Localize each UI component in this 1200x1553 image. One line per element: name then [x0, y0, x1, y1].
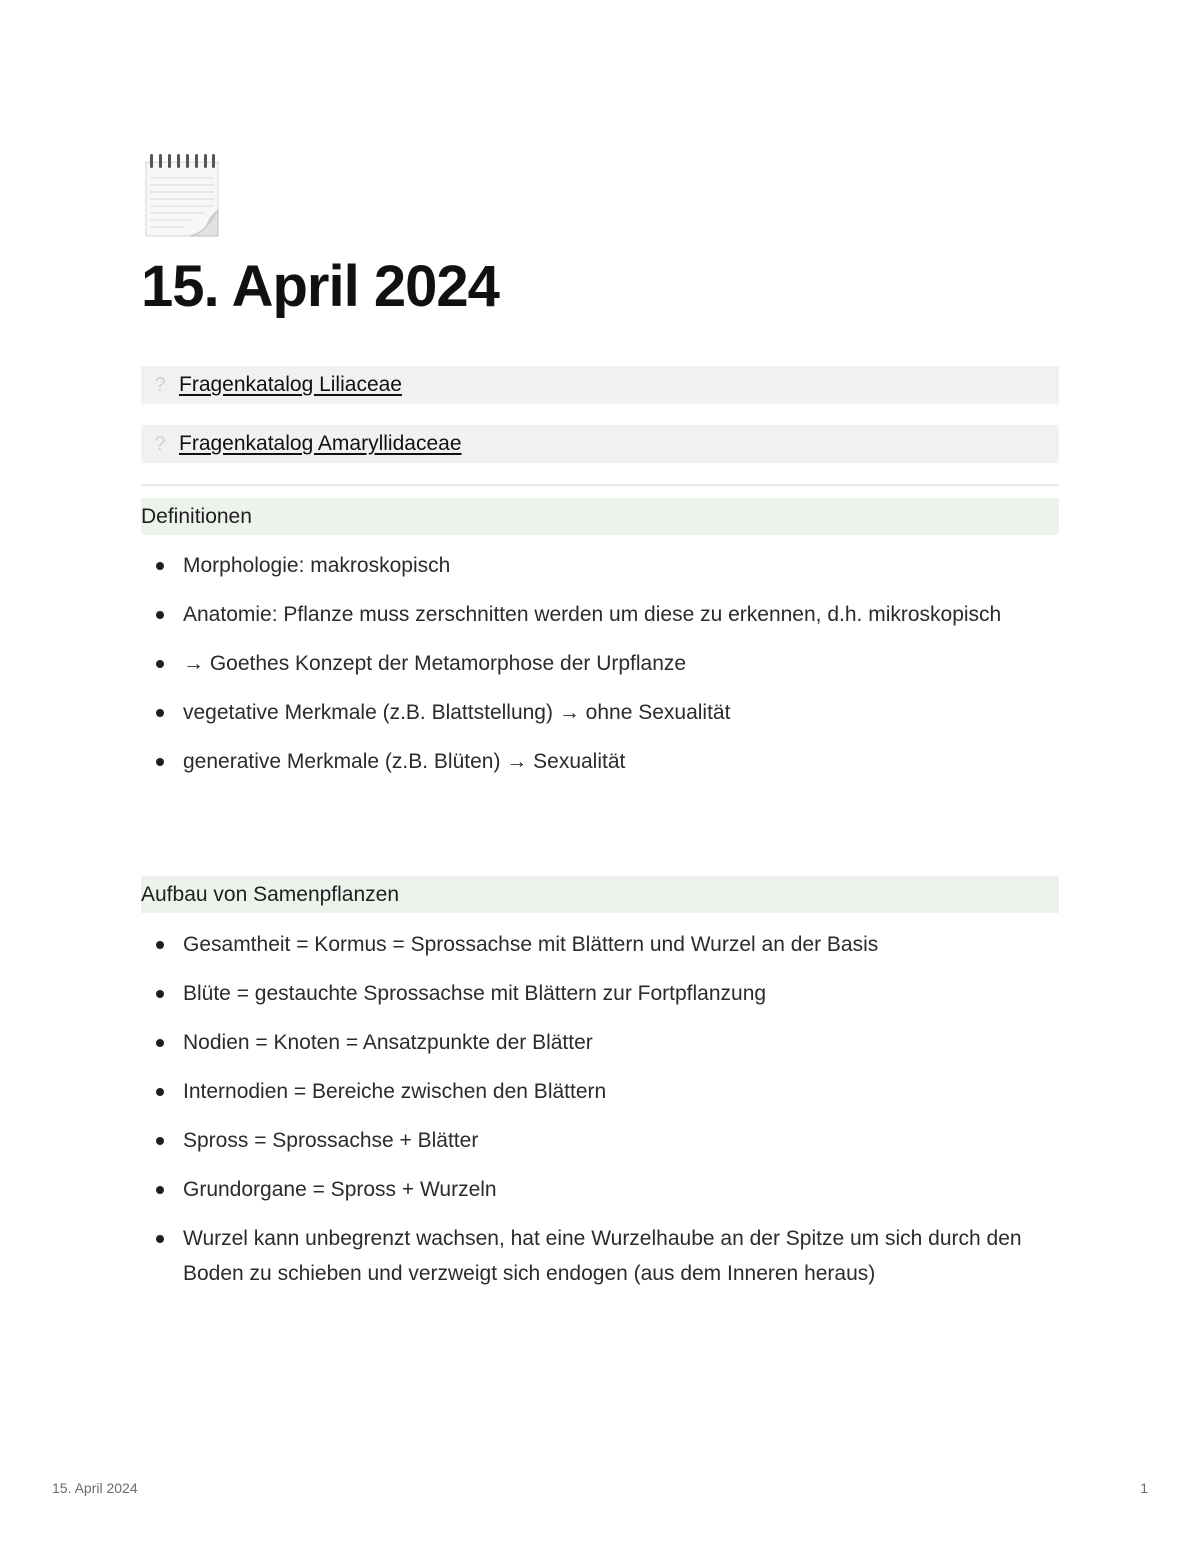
bullet-icon	[156, 1137, 164, 1145]
bullet-icon	[156, 990, 164, 998]
page-link-label[interactable]: Fragenkatalog Amaryllidaceae	[179, 432, 462, 455]
list-item: → Goethes Konzept der Metamorphose der Urpflanze	[141, 646, 1041, 681]
question-mark-icon: ?	[154, 373, 166, 396]
bullet-icon	[156, 1088, 164, 1096]
bullet-icon	[156, 611, 164, 619]
page-title: 15. April 2024	[141, 254, 499, 319]
bullet-list-definitionen	[141, 548, 1041, 793]
bullet-icon	[156, 1186, 164, 1194]
question-mark-icon: ?	[154, 432, 166, 455]
bullet-list-aufbau	[141, 927, 1041, 1305]
bullet-icon	[156, 1235, 164, 1243]
bullet-icon	[156, 562, 164, 570]
bullet-icon	[156, 758, 164, 766]
notepad-icon	[144, 152, 220, 238]
divider	[141, 484, 1059, 486]
page-link-label[interactable]: Fragenkatalog Liliaceae	[179, 373, 402, 396]
page-number: 1	[1140, 1480, 1148, 1496]
list-item: Nodien = Knoten = Ansatzpunkte der Blätter	[141, 1025, 1041, 1060]
bullet-icon	[156, 1039, 164, 1047]
bullet-icon	[156, 941, 164, 949]
page-link-liliaceae[interactable]	[141, 366, 1059, 404]
list-item: Wurzel kann unbegrenzt wachsen, hat eine Wurzelhaube an der Spitze um sich durch den Boden zu schieben und verzweigt sich endogen (aus dem Inneren heraus)	[141, 1221, 1041, 1291]
page-link-amaryllidaceae[interactable]	[141, 425, 1059, 463]
section-heading-definitionen: Definitionen	[141, 498, 1059, 535]
list-item: Internodien = Bereiche zwischen den Blättern	[141, 1074, 1041, 1109]
list-item: Morphologie: makroskopisch	[141, 548, 1041, 583]
list-item: generative Merkmale (z.B. Blüten) → Sexualität	[141, 744, 1041, 779]
list-item: Anatomie: Pflanze muss zerschnitten werden um diese zu erkennen, d.h. mikroskopisch	[141, 597, 1041, 632]
bullet-icon	[156, 660, 164, 668]
bullet-icon	[156, 709, 164, 717]
list-item: Blüte = gestauchte Sprossachse mit Blättern zur Fortpflanzung	[141, 976, 1041, 1011]
list-item: vegetative Merkmale (z.B. Blattstellung) → ohne Sexualität	[141, 695, 1041, 730]
list-item: Grundorgane = Spross + Wurzeln	[141, 1172, 1041, 1207]
footer-title: 15. April 2024	[52, 1480, 138, 1496]
list-item: Gesamtheit = Kormus = Sprossachse mit Blättern und Wurzel an der Basis	[141, 927, 1041, 962]
section-heading-aufbau: Aufbau von Samenpflanzen	[141, 876, 1059, 913]
list-item: Spross = Sprossachse + Blätter	[141, 1123, 1041, 1158]
